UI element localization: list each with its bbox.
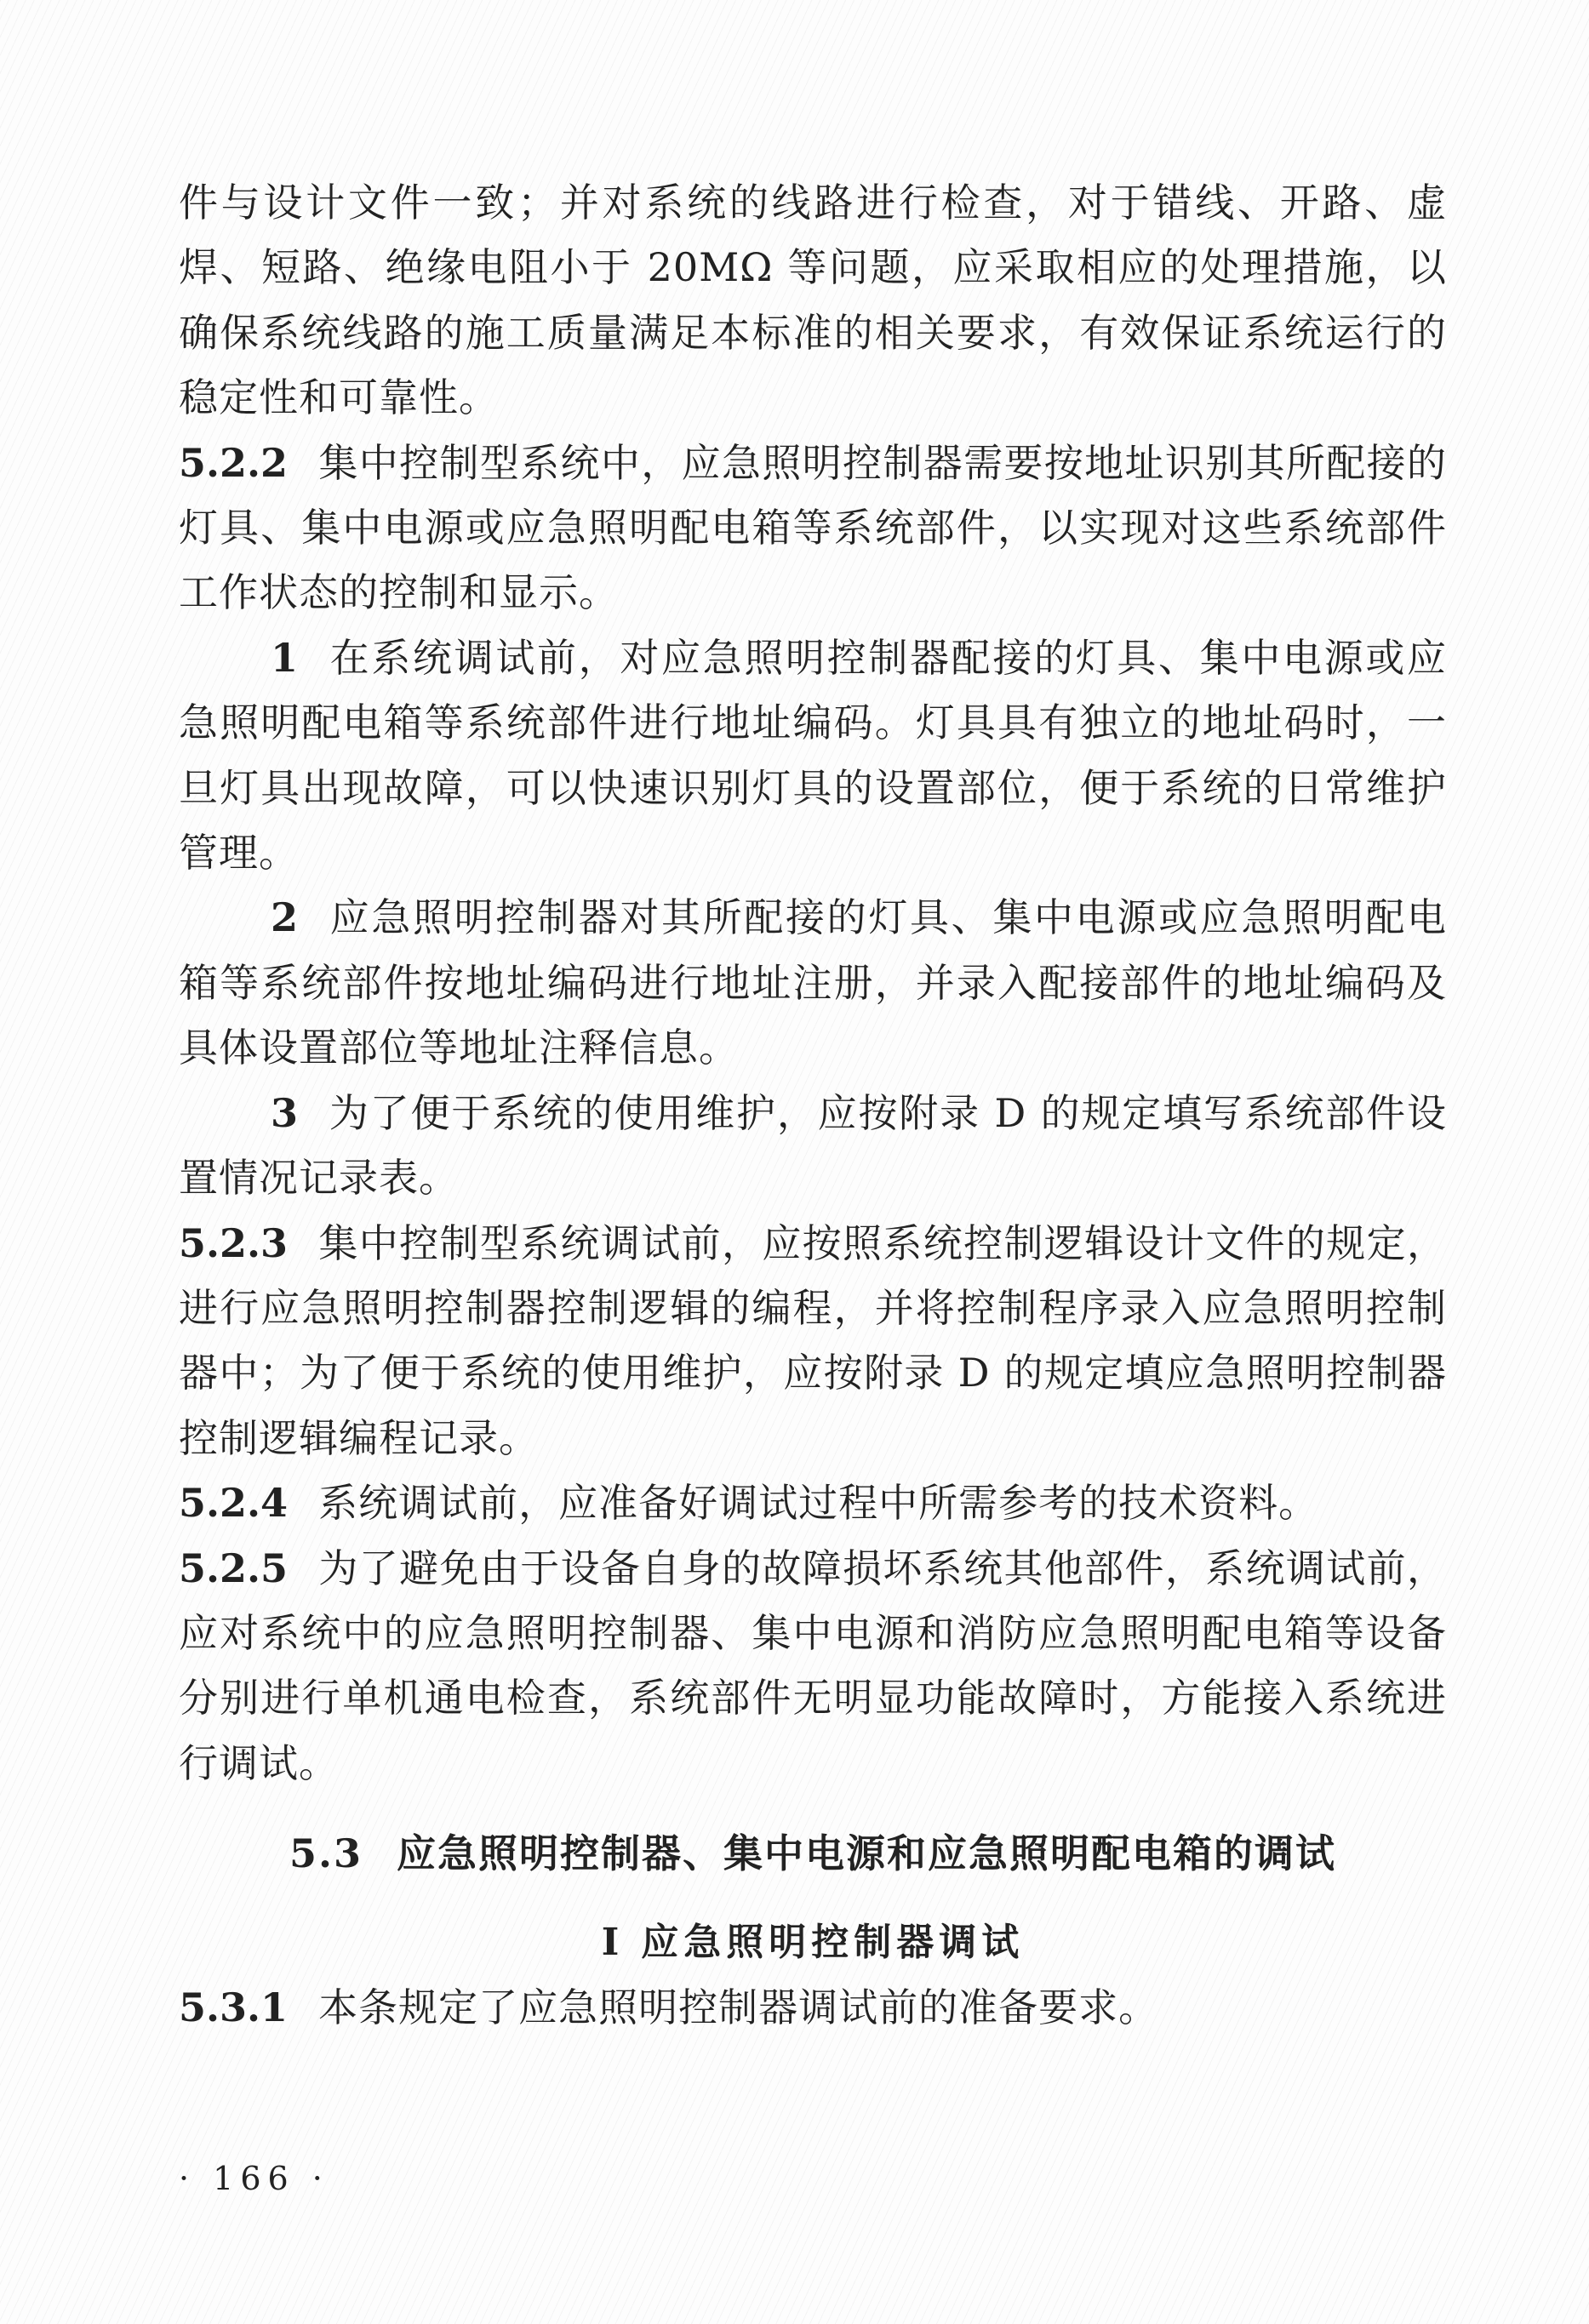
clause-text: 本条规定了应急照明控制器调试前的准备要求。 (318, 1984, 1159, 2030)
item-text: 为了便于系统的使用维护，应按附录 D 的规定填写系统部件设置情况记录表。 (179, 1089, 1447, 1202)
paragraph-continued: 件与设计文件一致；并对系统的线路进行检查，对于错线、开路、虚焊、短路、绝缘电阻小于 20MΩ 等问题，应采取相应的处理措施，以确保系统线路的施工质量满足本标准的相关要求，有效保证系统运行的稳定性和可靠性。 (179, 180, 1447, 421)
clause-5-2-3 (179, 1211, 1447, 1471)
clause-number: 5.2.4 (179, 1480, 289, 1527)
clause-text: 为了避免由于设备自身的故障损坏系统其他部件，系统调试前，应对系统中的应急照明控制器、集中电源和消防应急照明配电箱等设备分别进行单机通电检查，系统部件无明显功能故障时，方能接入系统进行调试。 (179, 1545, 1447, 1786)
item-number: 3 (271, 1089, 299, 1136)
section-number: 5.3 (289, 1830, 363, 1877)
item-text: 应急照明控制器对其所配接的灯具、集中电源或应急照明配电箱等系统部件按地址编码进行地址注册，并录入配接部件的地址编码及具体设置部位等地址注释信息。 (179, 894, 1447, 1071)
item-number: 2 (271, 894, 299, 941)
clause-text: 系统调试前，应准备好调试过程中所需参考的技术资料。 (318, 1480, 1319, 1527)
clause-number: 5.2.3 (179, 1219, 289, 1266)
clause-5-3-1 (179, 1975, 1447, 2040)
clause-text: 集中控制型系统调试前，应按照系统控制逻辑设计文件的规定，进行应急照明控制器控制逻辑的编程，并将控制程序录入应急照明控制器中；为了便于系统的使用维护，应按附录 D 的规定填应急照明控制器控制逻辑编程记录。 (179, 1219, 1447, 1461)
clause-number: 5.2.2 (179, 439, 289, 486)
clause-5-2-2 (179, 431, 1447, 625)
page-number: · 166 · (179, 2160, 329, 2197)
section-title: 应急照明控制器、集中电源和应急照明配电箱的调试 (397, 1830, 1337, 1877)
section-heading (179, 1821, 1447, 1886)
clause-number: 5.3.1 (179, 1984, 289, 2030)
page-content (179, 170, 1447, 2040)
clause-5-2-4 (179, 1470, 1447, 1535)
clause-text: 集中控制型系统中，应急照明控制器需要按地址识别其所配接的灯具、集中电源或应急照明配电箱等系统部件，以实现对这些系统部件工作状态的控制和显示。 (179, 439, 1447, 616)
list-item-3 (179, 1081, 1447, 1211)
item-number: 1 (271, 634, 299, 681)
subsection-heading (179, 1910, 1447, 1975)
subsection-number: Ⅰ (601, 1920, 620, 1964)
clause-5-2-5 (179, 1536, 1447, 1796)
list-item-1 (179, 625, 1447, 886)
list-item-2 (179, 885, 1447, 1080)
clause-number: 5.2.5 (179, 1545, 289, 1591)
subsection-title: 应急照明控制器调试 (641, 1920, 1025, 1964)
item-text: 在系统调试前，对应急照明控制器配接的灯具、集中电源或应急照明配电箱等系统部件进行地址编码。灯具具有独立的地址码时，一旦灯具出现故障，可以快速识别灯具的设置部位，便于系统的日常维护管理。 (179, 634, 1447, 876)
